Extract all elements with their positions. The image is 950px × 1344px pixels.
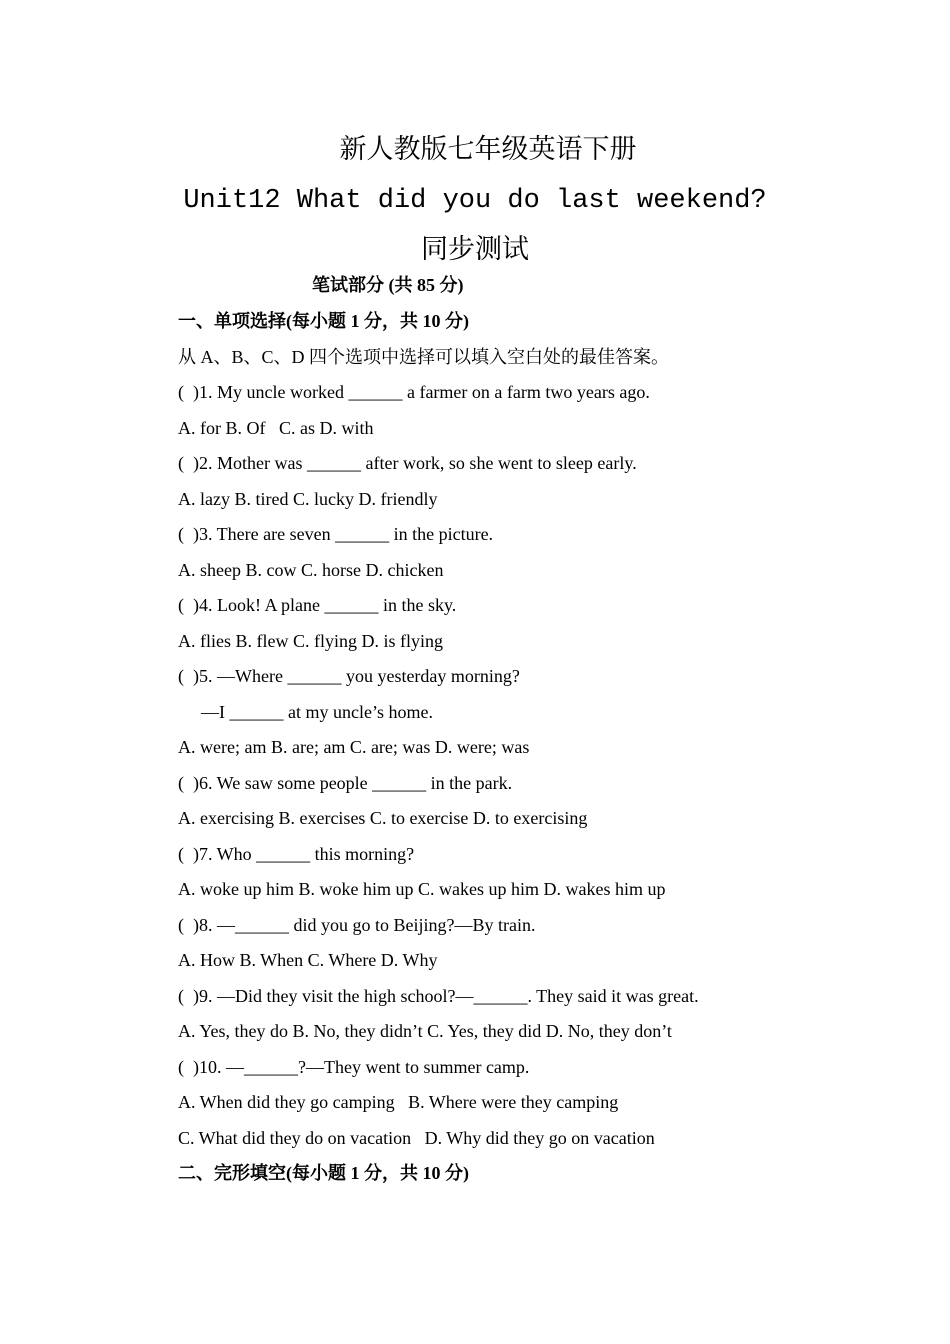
document-title-subtitle: 同步测试 <box>421 234 529 265</box>
question-2-options: A. lazy B. tired C. lucky D. friendly <box>178 488 438 509</box>
question-7-options: A. woke up him B. woke him up C. wakes up him D. wakes him up <box>178 879 666 899</box>
question-10-stem: ( )10. —______?—They went to summer camp. <box>178 1056 530 1077</box>
question-3-stem: ( )3. There are seven ______ in the picture. <box>178 524 494 544</box>
question-6-stem: ( )6. We saw some people ______ in the park. <box>178 772 513 793</box>
question-6-options: A. exercising B. exercises C. to exercise D. to exercising <box>178 808 588 828</box>
question-3-options: A. sheep B. cow C. horse D. chicken <box>178 559 444 580</box>
written-part-label: 笔试部分 (共 85 分) <box>312 275 464 295</box>
question-5-stem-reply: —I ______ at my uncle’s home. <box>201 701 433 722</box>
question-8-options: A. How B. When C. Where D. Why <box>178 950 438 970</box>
exam-body <box>178 308 898 1196</box>
question-9-stem: ( )9. —Did they visit the high school?—______. They said it was great. <box>178 985 699 1006</box>
question-5-options: A. were; am B. are; am C. are; was D. were; was <box>178 737 530 757</box>
section-heading-single-choice: 一、单项选择(每小题 1 分，共 10 分) <box>178 311 469 331</box>
document-title-chinese: 新人教版七年级英语下册 <box>339 134 637 165</box>
question-4-options: A. flies B. flew C. flying D. is flying <box>178 630 443 651</box>
question-5-stem: ( )5. —Where ______ you yesterday morning? <box>178 666 520 686</box>
question-9-options: A. Yes, they do B. No, they didn’t C. Yes, they did D. No, they don’t <box>178 1021 672 1041</box>
document-title-unit: Unit12 What did you do last weekend? <box>183 186 767 216</box>
question-2-stem: ( )2. Mother was ______ after work, so she went to sleep early. <box>178 453 637 473</box>
section-instruction: 从 A、B、C、D 四个选项中选择可以填入空白处的最佳答案。 <box>178 346 670 367</box>
question-1-stem: ( )1. My uncle worked ______ a farmer on a farm two years ago. <box>178 382 650 402</box>
question-1-options: A. for B. Of C. as D. with <box>178 417 374 438</box>
question-7-stem: ( )7. Who ______ this morning? <box>178 843 415 864</box>
question-8-stem: ( )8. —______ did you go to Beijing?—By train. <box>178 914 536 935</box>
section-heading-cloze: 二、完形填空(每小题 1 分，共 10 分) <box>178 1163 469 1183</box>
question-4-stem: ( )4. Look! A plane ______ in the sky. <box>178 595 457 615</box>
question-10-options-line-2: C. What did they do on vacation D. Why did they go on vacation <box>178 1127 655 1148</box>
question-10-options-line-1: A. When did they go camping B. Where were they camping <box>178 1092 619 1112</box>
